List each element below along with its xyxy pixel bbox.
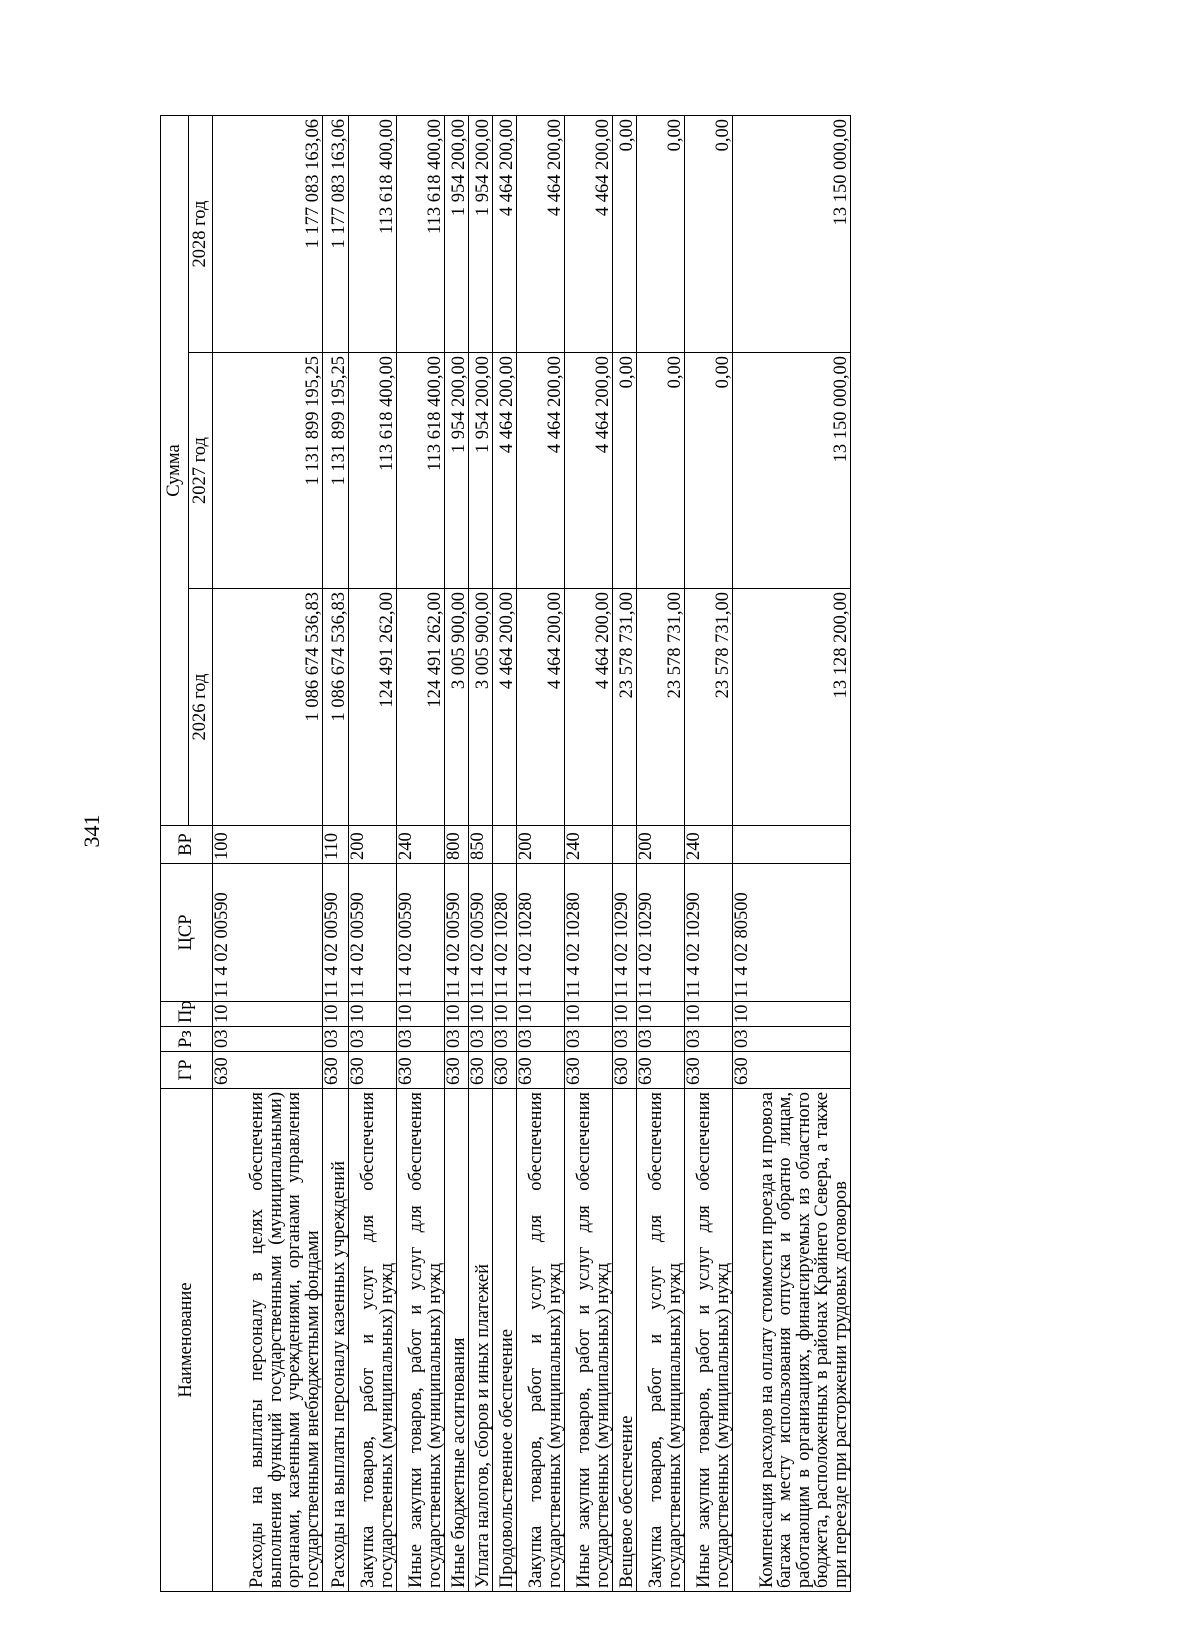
row-vr: [613, 826, 637, 864]
row-value-2028: 113 618 400,00: [349, 116, 397, 353]
row-value-2028: 0,00: [613, 116, 637, 353]
row-vr: 200: [517, 826, 565, 864]
row-vr: [493, 826, 517, 864]
row-value-2027: 4 464 200,00: [517, 353, 565, 589]
row-name: Закупка товаров, работ и услуг для обеспечения государственных (муниципальных) нужд: [637, 1089, 685, 1592]
row-pr: 10: [445, 1002, 469, 1027]
row-rz: 03: [613, 1027, 637, 1052]
row-vr: 800: [445, 826, 469, 864]
row-csr: 11 4 02 10290: [637, 864, 685, 1002]
row-rz: 03: [493, 1027, 517, 1052]
table-row: [565, 116, 613, 1592]
row-value-2026: 23 578 731,00: [637, 589, 685, 826]
table-row: [469, 116, 493, 1592]
row-value-2027: 113 618 400,00: [349, 353, 397, 589]
row-vr: 200: [349, 826, 397, 864]
row-pr: 10: [517, 1002, 565, 1027]
rotated-table-container: [160, 116, 851, 1592]
row-vr: 240: [685, 826, 733, 864]
row-value-2026: 23 578 731,00: [613, 589, 637, 826]
row-pr: 10: [565, 1002, 613, 1027]
row-value-2028: 1 954 200,00: [445, 116, 469, 353]
row-value-2028: 4 464 200,00: [565, 116, 613, 353]
row-gr: 630: [493, 1052, 517, 1089]
table-body: [213, 116, 851, 1592]
row-value-2027: 1 131 899 195,25: [213, 353, 323, 589]
row-value-2026: 4 464 200,00: [493, 589, 517, 826]
row-value-2027: 1 954 200,00: [469, 353, 493, 589]
table-row: [685, 116, 733, 1592]
row-gr: 630: [445, 1052, 469, 1089]
row-pr: 10: [613, 1002, 637, 1027]
row-csr: 11 4 02 10290: [685, 864, 733, 1002]
row-pr: 10: [349, 1002, 397, 1027]
row-name: Продовольственное обеспечение: [493, 1089, 517, 1592]
row-pr: 10: [685, 1002, 733, 1027]
row-csr: 11 4 02 10280: [565, 864, 613, 1002]
row-csr: 11 4 02 00590: [445, 864, 469, 1002]
header-sum: Сумма: [161, 116, 189, 826]
row-value-2026: 3 005 900,00: [445, 589, 469, 826]
row-csr: 11 4 02 00590: [397, 864, 445, 1002]
header-name: Наименование: [161, 1089, 213, 1592]
row-name: Иные закупки товаров, работ и услуг для обеспечения государственных (муниципальных) нужд: [685, 1089, 733, 1592]
row-pr: 10: [213, 1002, 323, 1027]
row-gr: 630: [565, 1052, 613, 1089]
row-value-2028: 4 464 200,00: [493, 116, 517, 353]
row-value-2028: 1 177 083 163,06: [213, 116, 323, 353]
row-value-2028: 113 618 400,00: [397, 116, 445, 353]
row-name: Компенсация расходов на оплату стоимости проезда и провоза багажа к месту использования отпуска и обратно лицам, работающим в организациях, финансируемых из областного бюджета, расположенных в районах Крайнего Севера, а также при переезде при расторжении трудовых договоров: [733, 1089, 851, 1592]
table-row: [613, 116, 637, 1592]
row-vr: 100: [213, 826, 323, 864]
row-value-2026: 124 491 262,00: [397, 589, 445, 826]
row-rz: 03: [685, 1027, 733, 1052]
header-rz: Рз: [161, 1027, 213, 1052]
row-rz: 03: [517, 1027, 565, 1052]
row-gr: 630: [323, 1052, 349, 1089]
row-value-2027: 4 464 200,00: [493, 353, 517, 589]
row-value-2027: 113 618 400,00: [397, 353, 445, 589]
row-value-2027: 1 954 200,00: [445, 353, 469, 589]
row-rz: 03: [469, 1027, 493, 1052]
row-csr: 11 4 02 10280: [493, 864, 517, 1002]
row-gr: 630: [733, 1052, 851, 1089]
row-rz: 03: [565, 1027, 613, 1052]
row-value-2026: 13 128 200,00: [733, 589, 851, 826]
row-pr: 10: [323, 1002, 349, 1027]
row-value-2026: 4 464 200,00: [517, 589, 565, 826]
row-value-2026: 1 086 674 536,83: [213, 589, 323, 826]
row-rz: 03: [637, 1027, 685, 1052]
row-value-2028: 13 150 000,00: [733, 116, 851, 353]
row-value-2028: 0,00: [637, 116, 685, 353]
row-gr: 630: [397, 1052, 445, 1089]
table-row: [517, 116, 565, 1592]
row-vr: 240: [565, 826, 613, 864]
row-pr: 10: [493, 1002, 517, 1027]
row-csr: 11 4 02 80500: [733, 864, 851, 1002]
table-row: [493, 116, 517, 1592]
table-row: [445, 116, 469, 1592]
row-rz: 03: [733, 1027, 851, 1052]
header-vr: ВР: [161, 826, 213, 864]
table-row: [323, 116, 349, 1592]
page-number: 341: [79, 814, 104, 848]
header-2027: 2027 год: [189, 353, 213, 589]
row-csr: 11 4 02 00590: [349, 864, 397, 1002]
budget-table: [160, 115, 851, 1592]
row-name: Вещевое обеспечение: [613, 1089, 637, 1592]
row-value-2027: 13 150 000,00: [733, 353, 851, 589]
row-gr: 630: [349, 1052, 397, 1089]
row-name: Иные бюджетные ассигнования: [445, 1089, 469, 1592]
row-value-2028: 1 177 083 163,06: [323, 116, 349, 353]
row-value-2028: 4 464 200,00: [517, 116, 565, 353]
row-gr: 630: [517, 1052, 565, 1089]
row-name: Иные закупки товаров, работ и услуг для обеспечения государственных (муниципальных) нужд: [565, 1089, 613, 1592]
row-name: Закупка товаров, работ и услуг для обеспечения государственных (муниципальных) нужд: [517, 1089, 565, 1592]
row-value-2026: 124 491 262,00: [349, 589, 397, 826]
row-gr: 630: [469, 1052, 493, 1089]
row-value-2026: 1 086 674 536,83: [323, 589, 349, 826]
row-pr: 10: [637, 1002, 685, 1027]
header-2028: 2028 год: [189, 116, 213, 353]
row-csr: 11 4 02 00590: [323, 864, 349, 1002]
row-gr: 630: [213, 1052, 323, 1089]
row-csr: 11 4 02 10280: [517, 864, 565, 1002]
row-gr: 630: [637, 1052, 685, 1089]
row-rz: 03: [213, 1027, 323, 1052]
header-pr: Пр: [161, 1002, 213, 1027]
row-value-2026: 4 464 200,00: [565, 589, 613, 826]
row-value-2027: 0,00: [637, 353, 685, 589]
row-csr: 11 4 02 10290: [613, 864, 637, 1002]
header-gr: ГР: [161, 1052, 213, 1089]
row-rz: 03: [349, 1027, 397, 1052]
row-value-2027: 0,00: [613, 353, 637, 589]
row-value-2028: 1 954 200,00: [469, 116, 493, 353]
row-pr: 10: [469, 1002, 493, 1027]
row-value-2027: 4 464 200,00: [565, 353, 613, 589]
header-csr: ЦСР: [161, 864, 213, 1002]
row-name: Иные закупки товаров, работ и услуг для обеспечения государственных (муниципальных) нужд: [397, 1089, 445, 1592]
row-name: Закупка товаров, работ и услуг для обеспечения государственных (муниципальных) нужд: [349, 1089, 397, 1592]
table-row: [397, 116, 445, 1592]
row-vr: 240: [397, 826, 445, 864]
row-value-2026: 23 578 731,00: [685, 589, 733, 826]
row-vr: 200: [637, 826, 685, 864]
row-value-2026: 3 005 900,00: [469, 589, 493, 826]
row-value-2027: 1 131 899 195,25: [323, 353, 349, 589]
row-pr: 10: [733, 1002, 851, 1027]
row-name: Уплата налогов, сборов и иных платежей: [469, 1089, 493, 1592]
row-value-2027: 0,00: [685, 353, 733, 589]
row-pr: 10: [397, 1002, 445, 1027]
row-value-2028: 0,00: [685, 116, 733, 353]
row-vr: [733, 826, 851, 864]
row-csr: 11 4 02 00590: [213, 864, 323, 1002]
table-row: [213, 116, 323, 1592]
row-gr: 630: [613, 1052, 637, 1089]
table-row: [349, 116, 397, 1592]
header-2026: 2026 год: [189, 589, 213, 826]
row-gr: 630: [685, 1052, 733, 1089]
table-row: [733, 116, 851, 1592]
row-csr: 11 4 02 00590: [469, 864, 493, 1002]
row-vr: 850: [469, 826, 493, 864]
row-name: Расходы на выплаты персоналу в целях обеспечения выполнения функций государственными (муниципальными) органами, казенными учреждениями, органами управления государственными внебюджетными фондами: [213, 1089, 323, 1592]
row-name: Расходы на выплаты персоналу казенных учреждений: [323, 1089, 349, 1592]
row-vr: 110: [323, 826, 349, 864]
row-rz: 03: [445, 1027, 469, 1052]
table-row: [637, 116, 685, 1592]
row-rz: 03: [397, 1027, 445, 1052]
row-rz: 03: [323, 1027, 349, 1052]
